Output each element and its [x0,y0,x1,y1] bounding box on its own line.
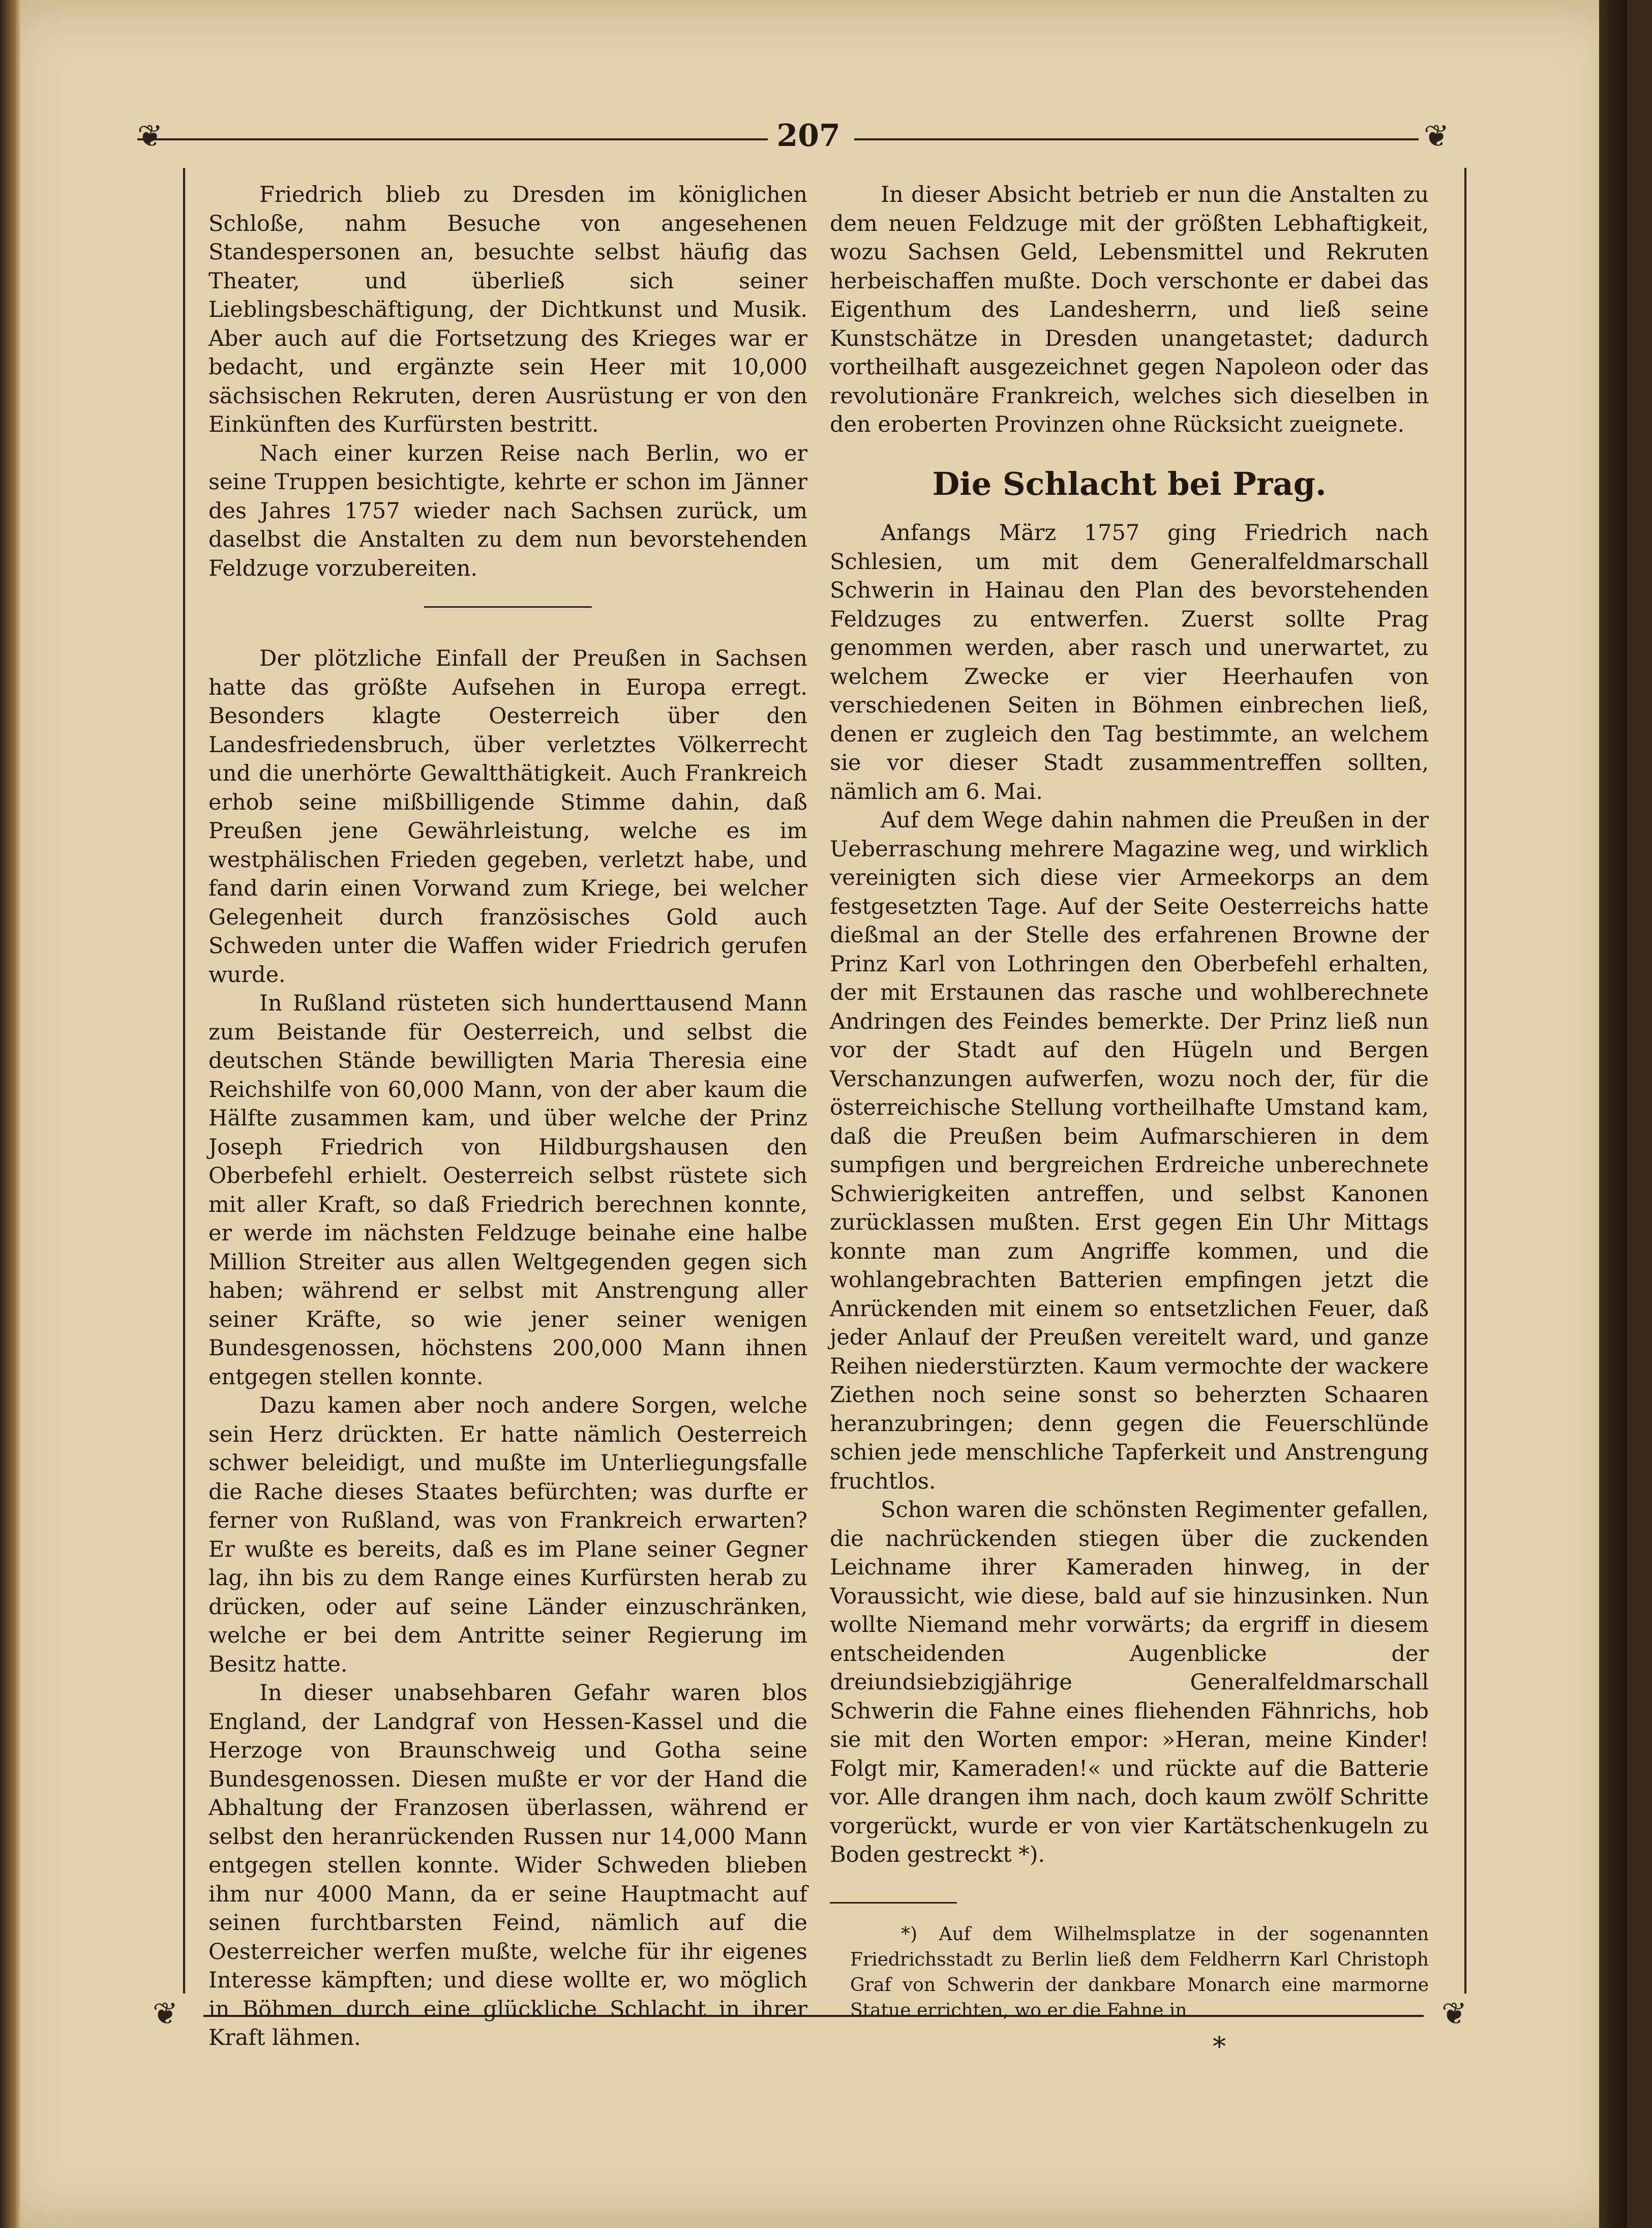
page-edge [1599,0,1627,2228]
corner-ornament-icon: ❦ [1424,118,1452,154]
corner-ornament-icon: ❦ [137,118,165,154]
section-heading: Die Schlacht bei Prag. [932,465,1327,502]
section-divider [424,606,592,608]
corner-ornament-icon: ❦ [153,1996,181,2032]
paragraph: Friedrich blieb zu Dresden im königlichen Schloße, nahm Besuche von angesehenen Standespersonen an, besuchte selbst häufig das Theater, und überließ sich seiner Lieblingsbeschäftigung, der Dichtkunst und Musik. Aber auch auf die Fortsetzung des Krieges war er bedacht, und ergänzte sein Heer mit 10,000 sächsischen Rekruten, deren Ausrüstung er von den Einkünften des Kurfürsten bestritt. [208,182,807,437]
corner-ornament-icon: ❦ [1441,1996,1469,2032]
paragraph: Anfangs März 1757 ging Friedrich nach Schlesien, um mit dem Generalfeldmarschall Schwerin in Hainau den Plan des bevorstehenden Feldzuges zu entwerfen. Zuerst sollte Prag genommen werden, aber rasch und unerwartet, zu welchem Zwecke er vier Heerhaufen von verschiedenen Seiten in Böhmen einbrechen ließ, denen er zugleich den Tag bestimmte, an welchem sie vor dieser Stadt zusammentreffen sollten, nämlich am 6. Mai. [830,520,1429,805]
paragraph: Auf dem Wege dahin nahmen die Preußen in der Ueberraschung mehrere Magazine weg, und wirklich vereinigten sich diese vier Armeekorps an dem festgesetzten Tage. Auf der Seite Oesterreichs hatte dießmal an der Stelle des erfahrenen Browne der Prinz Karl von Lothringen den Oberbefehl erhalten, der mit Erstaunen das rasche und wohlberechnete Andringen des Feindes bemerkte. Der Prinz ließ nun vor der Stadt auf den Hügeln und Bergen Verschanzungen aufwerfen, wozu noch der, für die österreichische Stellung vortheilhafte Umstand kam, daß die Preußen beim Aufmarschieren in dem sumpfigen und bergreichen Erdreiche unberechnete Schwierigkeiten antreffen, und selbst Kanonen zurücklassen mußten. Erst gegen Ein Uhr Mittags konnte man zum Angriffe kommen, und die wohlangebrachten Batterien empfingen jetzt die Anrückenden mit einem so entsetzlichen Feuer, daß jeder Anlauf der Preußen vereitelt ward, und ganze Reihen niederstürzten. Kaum vermochte der wackere Ziethen noch seine sonst so beherzten Schaaren heranzubringen; denn gegen die Feuerschlünde schien jede menschliche Tapferkeit und Anstrengung fruchtlos. [830,808,1429,1494]
frame-top-right-rule [854,138,1419,140]
paragraph: Schon waren die schönsten Regimenter gefallen, die nachrückenden stiegen über die zuckenden Leichname ihrer Kameraden hinweg, in der Voraussicht, wie diese, bald auf sie hinzusinken. Nun wollte Niemand mehr vorwärts; da ergriff in diesem entscheidenden Augenblicke der dreiundsiebzigjährige Generalfeldmarschall Schwerin die Fahne eines fliehenden Fähnrichs, hob sie mit den Worten empor: »Heran, meine Kinder! Folgt mir, Kameraden!« und rückte auf die Batterie vor. Alle drangen ihm nach, doch kaum zwölf Schritte vorgerückt, wurde er von vier Kartätschenkugeln zu Boden gestreckt *). [830,1497,1429,1867]
binding-gutter [0,0,20,2228]
paragraph: Dazu kamen aber noch andere Sorgen, welche sein Herz drückten. Er hatte nämlich Oesterreich schwer beleidigt, und mußte im Unterliegungsfalle die Rache dieses Staates befürchten; was durfte er ferner von Rußland, was von Frankreich erwarten? Er wußte es bereits, daß es im Plane seiner Gegner lag, ihn bis zu dem Range eines Kurfürsten herab zu drücken, oder auf seine Länder einzuschränken, welche er bei dem Antritte seiner Regierung im Besitz hatte. [208,1393,807,1677]
frame-left-rule [183,168,185,1994]
right-column [830,181,1429,2024]
page-number: 207 [776,118,840,154]
paragraph: Nach einer kurzen Reise nach Berlin, wo er seine Truppen besichtigte, kehrte er schon im Jänner des Jahres 1757 wieder nach Sachsen zurück, um daselbst die Anstalten zu dem nun bevorstehenden Feldzuge vorzubereiten. [208,440,807,581]
left-column [208,181,807,2053]
footnote-rule [830,1902,957,1904]
paragraph: In Rußland rüsteten sich hunderttausend Mann zum Beistande für Oesterreich, und selbst die deutschen Stände bewilligten Maria Theresia eine Reichshilfe von 60,000 Mann, von der aber kaum die Hälfte zusammen kam, und über welche der Prinz Joseph Friedrich von Hildburgshausen den Oberbefehl erhielt. Oesterreich selbst rüstete sich mit aller Kraft, so daß Friedrich berechnen konnte, er werde im nächsten Feldzuge beinahe eine halbe Million Streiter aus allen Weltgegenden gegen sich haben; während er selbst mit Anstrengung aller seiner Kräfte, so wie jener seiner wenigen Bundesgenossen, höchstens 200,000 Mann ihnen entgegen stellen konnte. [208,991,807,1390]
paragraph: In dieser Absicht betrieb er nun die Anstalten zu dem neuen Feldzuge mit der größten Lebhaftigkeit, wozu Sachsen Geld, Lebensmittel und Rekruten herbeischaffen mußte. Doch verschonte er dabei das Eigenthum des Landesherrn, und ließ seine Kunstschätze in Dresden unangetastet; dadurch vortheilhaft ausgezeichnet gegen Napoleon oder das revolutionäre Frankreich, welches sich dieselben in den eroberten Provinzen ohne Rücksicht zueignete. [830,182,1429,437]
footnote: *) Auf dem Wilhelmsplatze in der sogenannten Friedrichsstadt zu Berlin ließ dem Feldherrn Karl Christoph Graf von Schwerin der dankbare Monarch eine marmorne Statue errichten, wo er die Fahne in [850,1923,1429,2021]
frame-top-left-rule [137,138,768,140]
frame-right-rule [1464,168,1466,1994]
paragraph: In dieser unabsehbaren Gefahr waren blos England, der Landgraf von Hessen-Kassel und die Herzoge von Braunschweig und Gotha seine Bundesgenossen. Diesen mußte er vor der Hand die Abhaltung der Franzosen überlassen, während er selbst den heranrückenden Russen nur 14,000 Mann entgegen stellen konnte. Wider Schweden blieben ihm nur 4000 Mann, da er seine Hauptmacht auf seinen furchtbarsten Feind, nämlich auf die Oesterreicher werfen mußte, welche für ihr eigenes Interesse kämpften; und diese wollte er, wo möglich in Böhmen durch eine glückliche Schlacht in ihrer Kraft lähmen. [208,1680,807,2051]
signature-mark: * [1213,2032,1226,2062]
paragraph: Der plötzliche Einfall der Preußen in Sachsen hatte das größte Aufsehen in Europa erregt. Besonders klagte Oesterreich über den Landesfriedensbruch, über verletztes Völkerrecht und die unerhörte Gewaltthätigkeit. Auch Frankreich erhob seine mißbilligende Stimme dahin, daß Preußen jene Gewährleistung, welche es im westphälischen Frieden gegeben, verletzt habe, und fand darin einen Vorwand zum Kriege, bei welcher Gelegenheit durch französisches Gold auch Schweden unter die Waffen wider Friedrich gerufen wurde. [208,646,807,988]
